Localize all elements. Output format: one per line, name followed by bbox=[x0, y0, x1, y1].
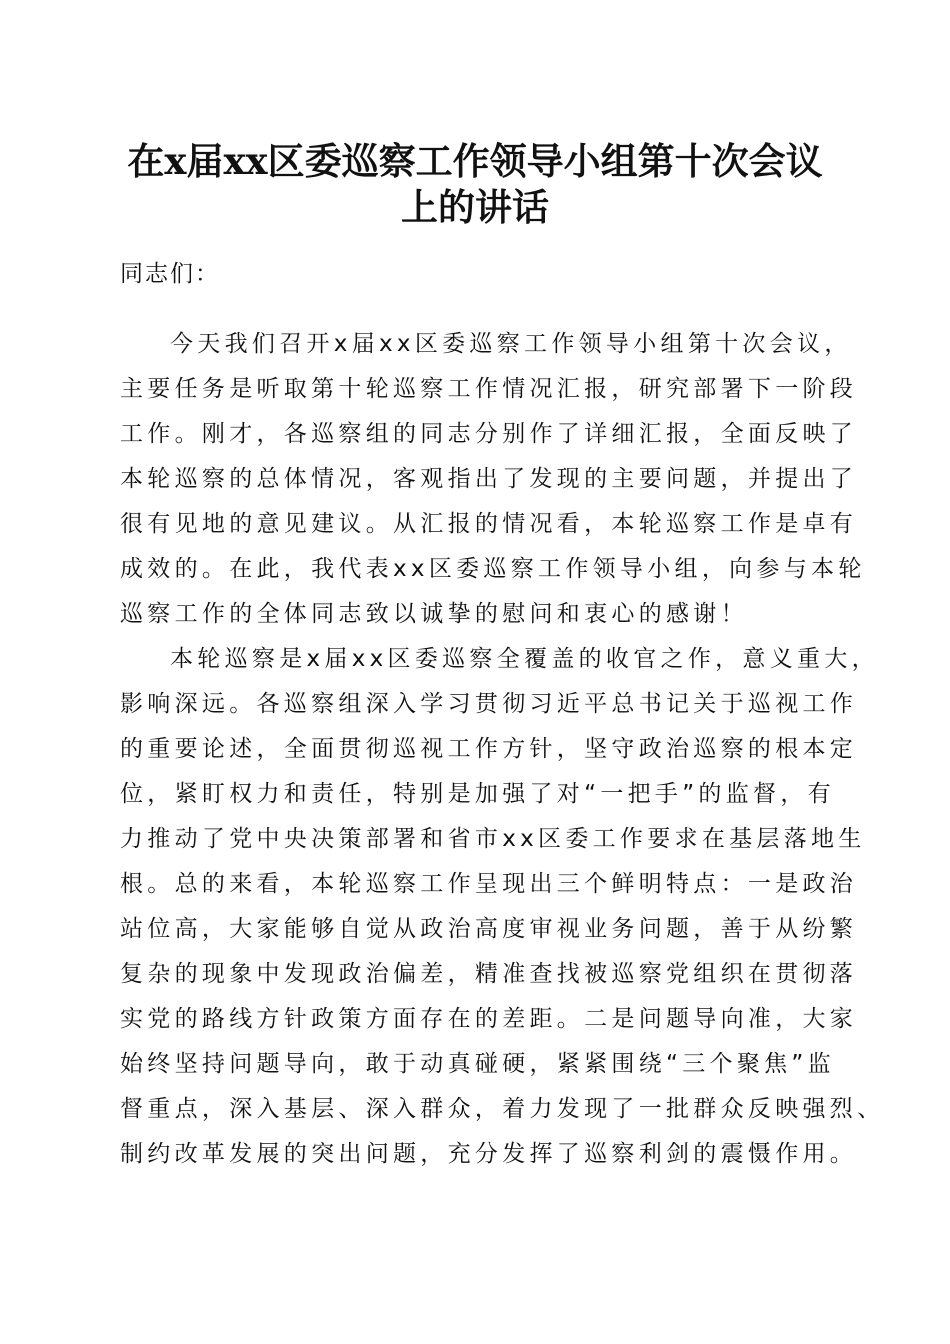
paragraph-line: 主要任务是听取第十轮巡察工作情况汇报，研究部署下一阶段 bbox=[120, 376, 858, 402]
paragraph-line: 始终坚持问题导向，敢于动真碰硬，紧紧围绕“三个聚焦”监 bbox=[120, 1051, 835, 1077]
paragraph-line: 本轮巡察的总体情况，客观指出了发现的主要问题，并提出了 bbox=[120, 466, 858, 492]
paragraph-line: 成效的。在此，我代表xx区委巡察工作领导小组，向参与本轮 bbox=[120, 556, 866, 582]
paragraph-line: 很有见地的意见建议。从汇报的情况看，本轮巡察工作是卓有 bbox=[120, 511, 858, 537]
paragraph-line: 督重点，深入基层、深入群众，着力发现了一批群众反映强烈、 bbox=[120, 1096, 885, 1122]
paragraph-line: 影响深远。各巡察组深入学习贯彻习近平总书记关于巡视工作 bbox=[120, 691, 858, 717]
paragraph-line: 本轮巡察是x届xx区委巡察全覆盖的收官之作，意义重大， bbox=[170, 646, 879, 672]
paragraph-line: 实党的路线方针政策方面存在的差距。二是问题导向准，大家 bbox=[120, 1006, 858, 1032]
paragraph-line: 复杂的现象中发现政治偏差，精准查找被巡察党组织在贯彻落 bbox=[120, 961, 858, 987]
paragraph-line: 制约改革发展的突出问题，充分发挥了巡察利剑的震慑作用。 bbox=[120, 1141, 858, 1167]
paragraph-line: 巡察工作的全体同志致以诚挚的慰问和衷心的感谢！ bbox=[120, 601, 748, 627]
paragraph-line: 工作。刚才，各巡察组的同志分别作了详细汇报，全面反映了 bbox=[120, 421, 858, 447]
paragraph-line: 站位高，大家能够自觉从政治高度审视业务问题，善于从纷繁 bbox=[120, 916, 858, 942]
paragraph-line: 力推动了党中央决策部署和省市xx区委工作要求在基层落地生 bbox=[120, 826, 866, 852]
paragraph-line: 的重要论述，全面贯彻巡视工作方针，坚守政治巡察的根本定 bbox=[120, 736, 858, 762]
salutation: 同志们： bbox=[120, 261, 220, 287]
document-title-line-1: 在x届xx区委巡察工作领导小组第十次会议 bbox=[127, 139, 823, 183]
paragraph-line: 根。总的来看，本轮巡察工作呈现出三个鲜明特点：一是政治 bbox=[120, 871, 858, 897]
document-title-line-2: 上的讲话 bbox=[401, 185, 549, 229]
paragraph-line: 位，紧盯权力和责任，特别是加强了对“一把手”的监督，有 bbox=[120, 781, 835, 807]
paragraph-line: 今天我们召开x届xx区委巡察工作领导小组第十次会议， bbox=[170, 331, 852, 357]
